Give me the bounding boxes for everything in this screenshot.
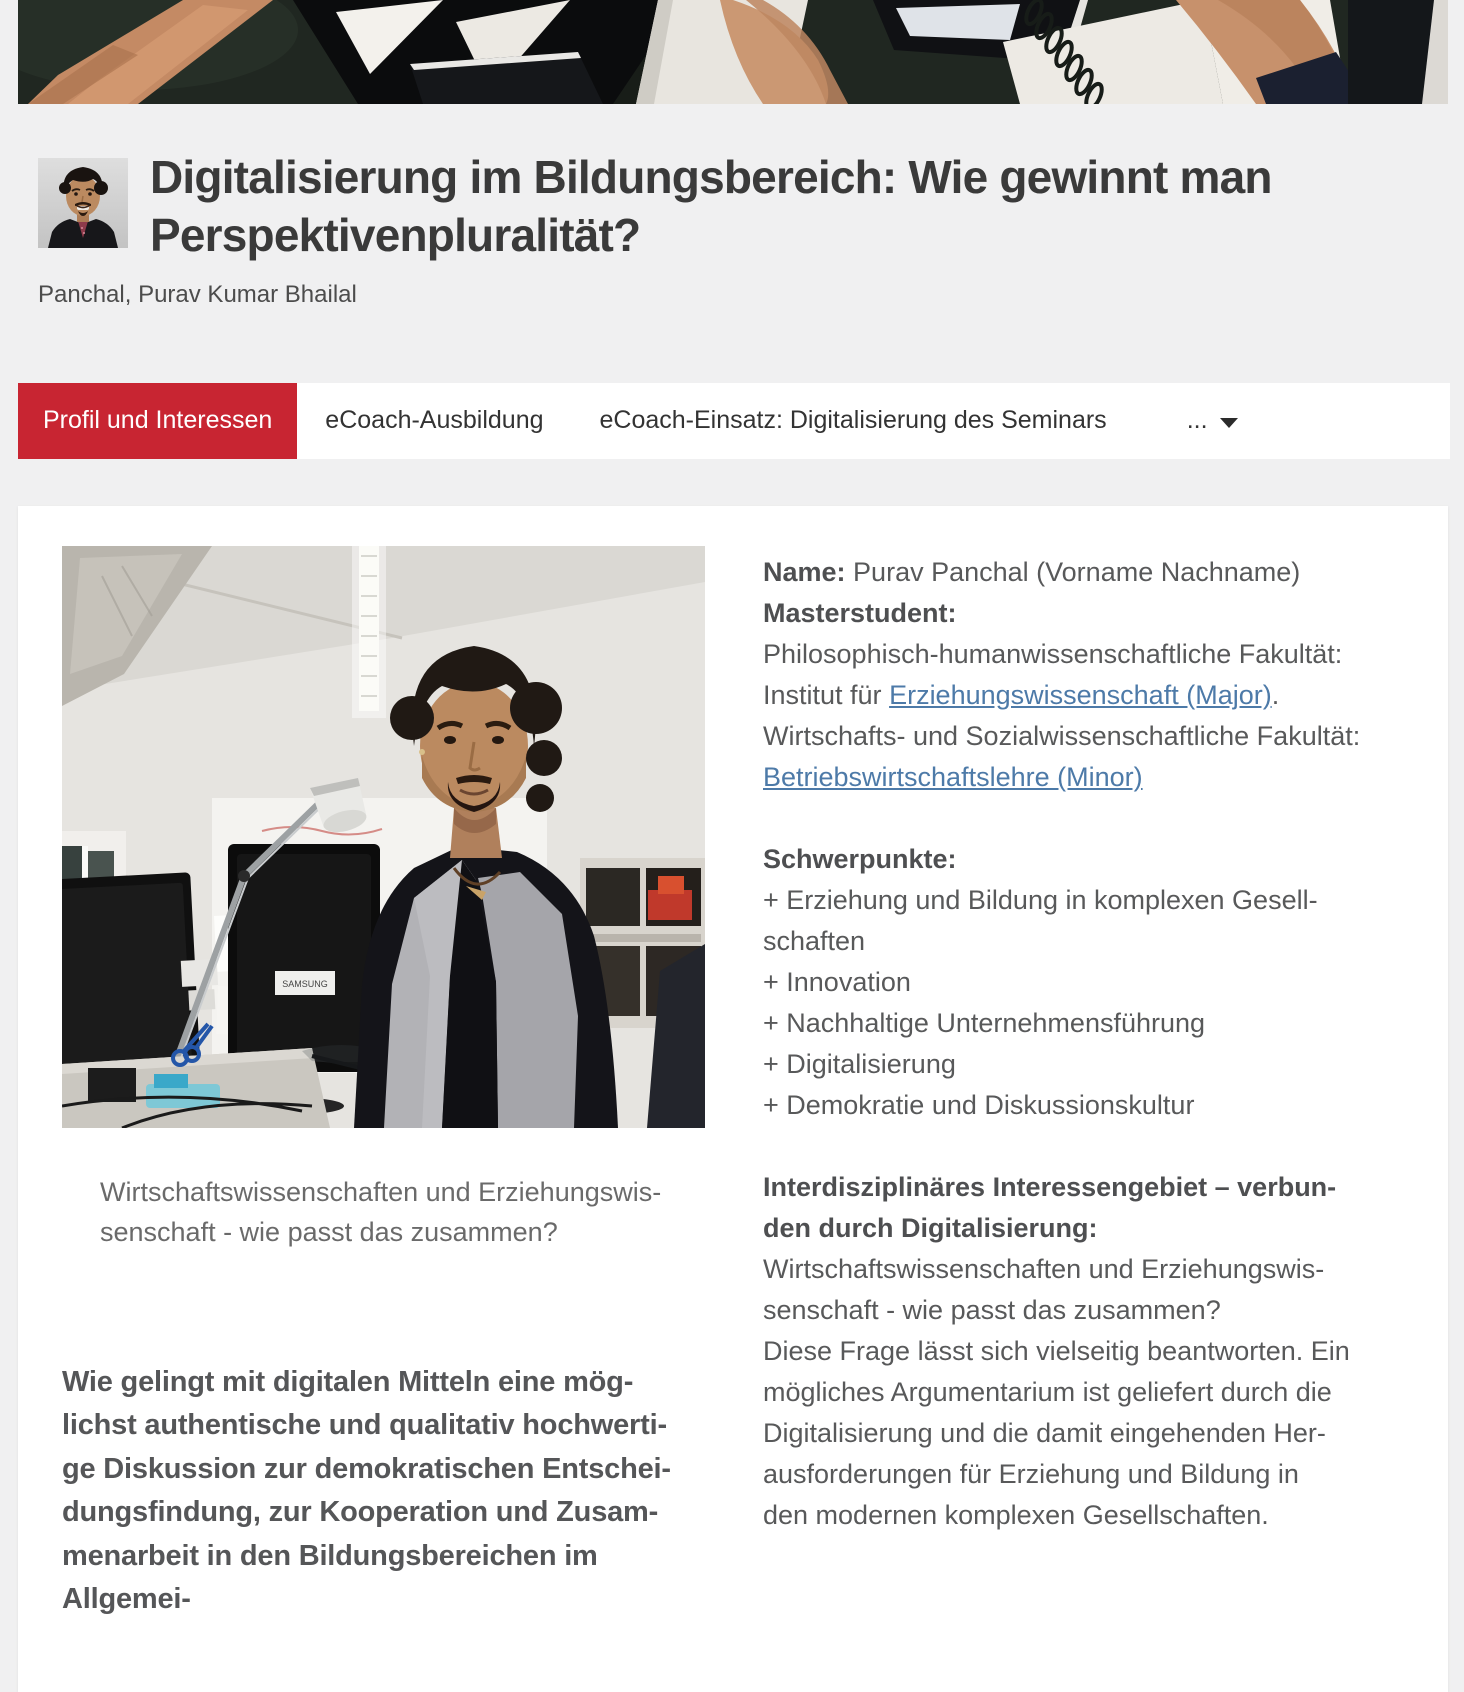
page-title: Digitalisierung im Bildungsbereich: Wie gewinnt man Perspektivenpluralität?	[150, 151, 1272, 262]
photo-caption: Wirtschaftswissenschaften und Erziehungswis- senschaft - wie passt das zusammen?	[100, 1176, 662, 1248]
tab-ecoach-einsatz[interactable]: eCoach-Einsatz: Digitalisierung des Seminars	[599, 406, 1107, 435]
interest-section	[763, 1167, 1406, 1536]
student-line: Masterstudent:	[763, 597, 957, 628]
tab-more-dropdown[interactable]	[1159, 383, 1266, 459]
profile-details	[763, 552, 1406, 798]
name-line	[763, 552, 1406, 593]
faculty-major-line: Philosophisch-humanwissenschaftliche Fakultät:	[763, 638, 1343, 669]
tab-profil-und-interessen[interactable]: Profil und Interessen	[18, 383, 297, 459]
faculty-minor-line: Wirtschafts- und Sozialwissenschaftliche Fakultät:	[763, 720, 1361, 751]
dropdown-caret-icon	[1220, 418, 1238, 428]
tab-bar	[18, 383, 1450, 459]
svg-text:SAMSUNG: SAMSUNG	[282, 978, 328, 989]
focus-heading: Schwerpunkte:	[763, 843, 957, 874]
left-column	[62, 546, 705, 1622]
content-card	[18, 506, 1448, 1692]
profile-photo	[62, 546, 705, 1128]
name-label: Name:	[763, 556, 846, 587]
focus-section	[763, 839, 1406, 1126]
more-label: ...	[1186, 406, 1208, 435]
right-column	[763, 546, 1406, 1622]
avatar	[38, 158, 128, 248]
interest-heading: Interdisziplinäres Interessengebiet – verbun- den durch Digitalisierung:	[763, 1171, 1337, 1243]
office-photo	[62, 546, 705, 1128]
banner-desk-photo	[18, 0, 1448, 104]
intro-paragraph: Wie gelingt mit digitalen Mitteln eine mög- lichst authentische und qualitativ hochwerti- ge Diskussion zur demokratischen Entschei- dungsfindung, zur Kooperation und Zusam- menarbeit in den Bildungsbereichen im Allgemei-	[62, 1365, 671, 1616]
minor-link[interactable]: Betriebswirtschaftslehre (Minor)	[763, 761, 1143, 792]
banner-image	[18, 0, 1448, 104]
focus-list: + Erziehung und Bildung in komplexen Gesell- schaften + Innovation + Nachhaltige Unternehmensführung + Digitalisierung + Demokratie und Diskussionskultur	[763, 884, 1318, 1120]
name-value: Purav Panchal (Vorname Nachname)	[853, 556, 1301, 587]
major-link[interactable]: Erziehungswissenschaft (Major)	[889, 679, 1272, 710]
interest-text: Wirtschaftswissenschaften und Erziehungswis- senschaft - wie passt das zusammen? Diese Frage lässt sich vielseitig beantworten. Ein mögliches Argumentarium ist geliefert durch die Digitalisierung und die damit eingehenden Her- ausforderungen für Erziehung und Bildung in den modernen komplexen Gesellschaften.	[763, 1253, 1350, 1530]
avatar-portrait	[38, 158, 128, 248]
minor-line	[763, 757, 1406, 798]
tab-ecoach-ausbildung[interactable]: eCoach-Ausbildung	[325, 406, 544, 435]
institute-line: Institut für Erziehungswissenschaft (Major).	[763, 679, 1280, 710]
page-header	[0, 104, 1464, 265]
page-author: Panchal, Purav Kumar Bhailal	[38, 280, 357, 308]
